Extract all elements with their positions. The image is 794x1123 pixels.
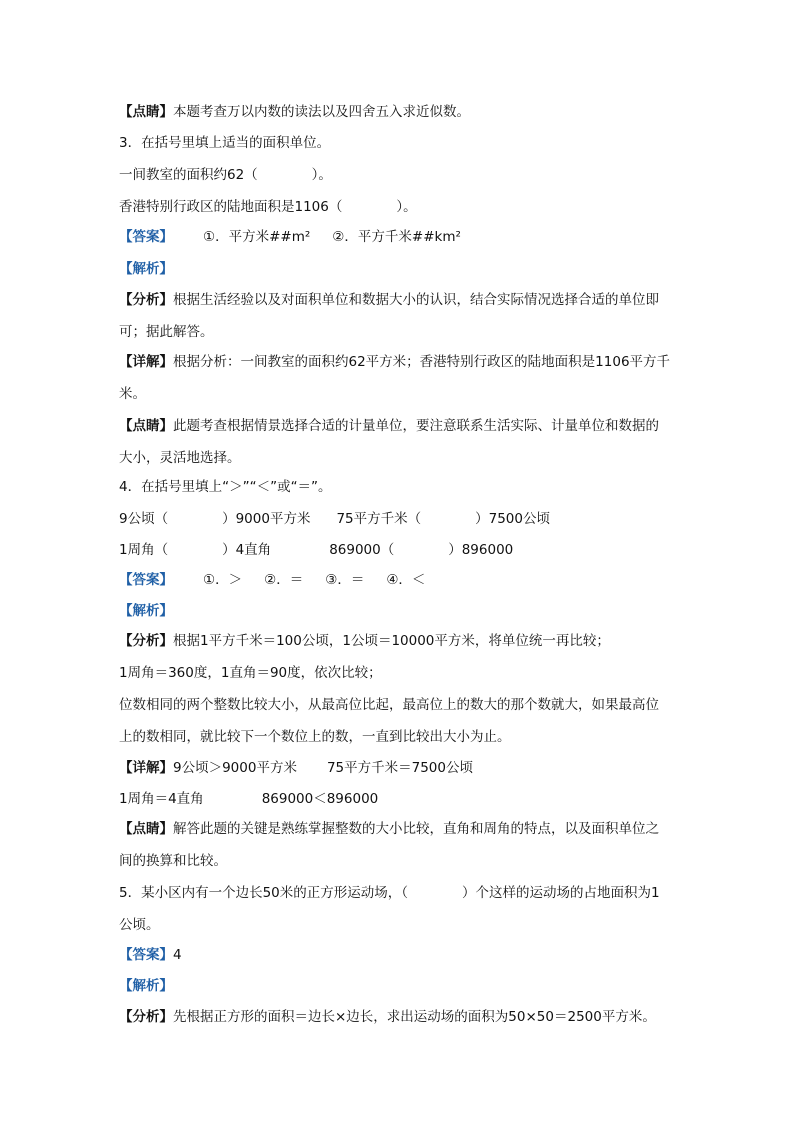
answer-label: 【答案】 (119, 572, 173, 588)
question-4-row-1 (119, 510, 550, 528)
detail-3: 1周角＝4直角 (119, 791, 204, 807)
analysis-text: 根据生活经验以及对面积单位和数据大小的认识，结合实际情况选择合适的单位即可；据此解答。 (119, 292, 659, 340)
question-4-detail (119, 759, 473, 777)
detail-label: 【详解】 (119, 354, 173, 370)
question-4-note (119, 813, 671, 877)
question-4-row-2 (119, 541, 513, 559)
question-3-detail (119, 346, 671, 410)
detail-text: 根据分析：一间教室的面积约62平方米；香港特别行政区的陆地面积是1106平方千米。 (119, 354, 671, 402)
answer-2: ②．平方千米##km² (332, 229, 461, 245)
note-text: 此题考查根据情景选择合适的计量单位，要注意联系生活实际、计量单位和数据的大小，灵活地选择。 (119, 418, 659, 466)
question-3-item-b: 香港特别行政区的陆地面积是1106（ ）。 (119, 199, 417, 215)
question-4-analysis-2: 1周角＝360度，1直角＝90度，依次比较； (119, 665, 382, 681)
answer-1: ①．＞ (203, 572, 243, 588)
question-4-analysis-3: 位数相同的两个整数比较大小，从最高位比起，最高位上的数大的那个数就大，如果最高位上的数相同，就比较下一个数位上的数，一直到比较出大小为止。 (119, 697, 659, 745)
note-label: 【点睛】 (119, 104, 173, 120)
answer-3: ③．＝ (325, 572, 365, 588)
analysis-text: 先根据正方形的面积＝边长×边长，求出运动场的面积为50×50＝2500平方米。 (173, 1009, 656, 1025)
answer-1: ①．平方米##m² (203, 229, 311, 245)
question-4-analysis (119, 632, 610, 650)
item-b: 75平方千米（ ）7500公顷 (336, 511, 550, 527)
question-4-detail-2 (119, 790, 378, 808)
question-3-title: 3．在括号里填上适当的面积单位。 (119, 135, 331, 151)
analysis-label: 【分析】 (119, 1009, 173, 1025)
analysis-label: 【分析】 (119, 633, 173, 649)
question-4-answer (119, 571, 425, 589)
note-text: 解答此题的关键是熟练掌握整数的大小比较，直角和周角的特点，以及面积单位之间的换算和比较。 (119, 821, 659, 869)
note-text: 本题考查万以内数的读法以及四舍五入求近似数。 (173, 104, 470, 120)
question-5-analysis (119, 1008, 656, 1026)
detail-2: 75平方千米＝7500公顷 (326, 760, 473, 776)
item-b: 869000（ ）896000 (329, 542, 514, 558)
analysis-heading: 【解析】 (119, 603, 173, 619)
analysis-text: 根据1平方千米＝100公顷，1公顷＝10000平方米，将单位统一再比较； (173, 633, 610, 649)
answer-2: ②．＝ (264, 572, 304, 588)
question-4-title: 4．在括号里填上“＞”“＜”或“＝”。 (119, 479, 332, 495)
detail-label: 【详解】 (119, 760, 173, 776)
analysis-heading: 【解析】 (119, 978, 173, 994)
question-3-analysis (119, 284, 671, 348)
answer-value: 4 (173, 947, 182, 963)
item-a: 1周角（ ）4直角 (119, 542, 272, 558)
note-line (119, 103, 470, 121)
answer-4: ④．＜ (386, 572, 426, 588)
analysis-label: 【分析】 (119, 292, 173, 308)
question-5-title: 5．某小区内有一个边长50米的正方形运动场，（ ）个这样的运动场的占地面积为1公顷。 (119, 885, 660, 933)
note-label: 【点睛】 (119, 821, 173, 837)
question-5-answer (119, 946, 182, 964)
answer-label: 【答案】 (119, 947, 173, 963)
question-3-answer (119, 228, 461, 246)
item-a: 9公顷（ ）9000平方米 (119, 511, 311, 527)
note-label: 【点睛】 (119, 418, 173, 434)
question-3-item-a: 一间教室的面积约62（ ）。 (119, 167, 332, 183)
analysis-heading: 【解析】 (119, 261, 173, 277)
answer-label: 【答案】 (119, 229, 173, 245)
detail-1: 9公顷＞9000平方米 (173, 760, 297, 776)
question-3-note (119, 410, 671, 474)
detail-4: 869000＜896000 (261, 791, 379, 807)
